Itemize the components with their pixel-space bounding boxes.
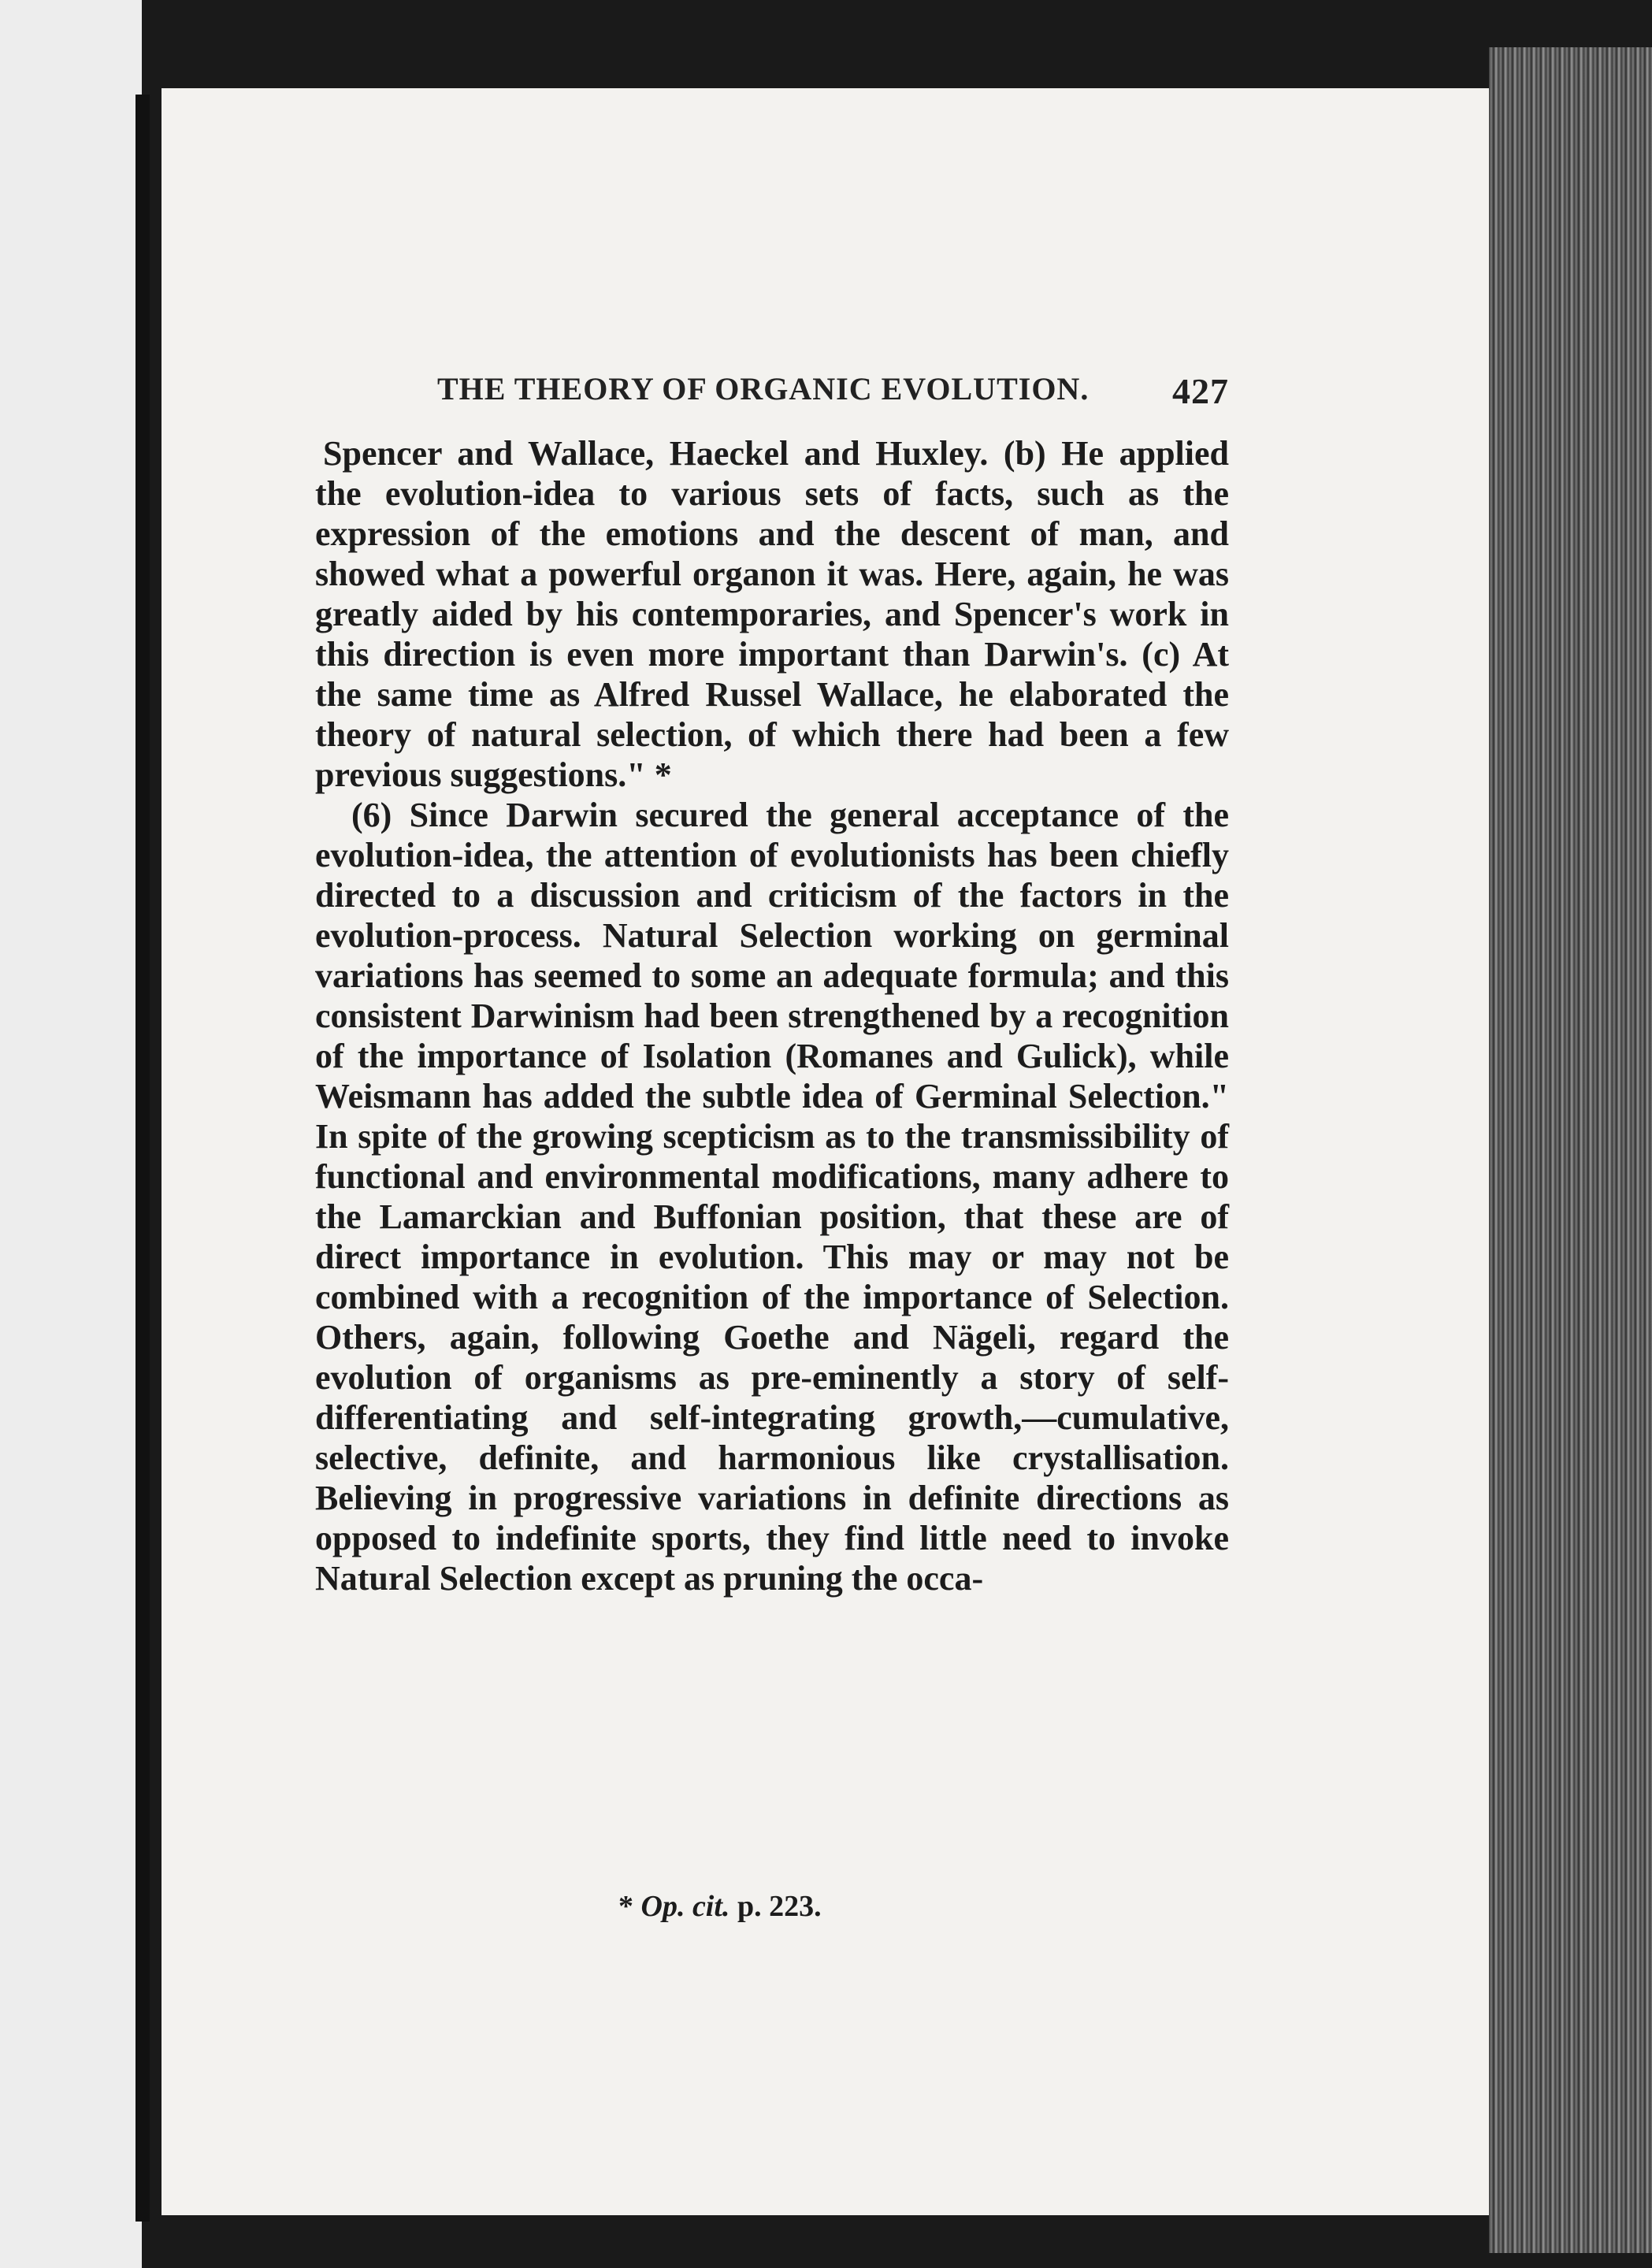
running-header (437, 370, 1229, 418)
paragraph-2: (6) Since Darwin secured the general acceptance of the evolution-idea, the attention of evolutionists has been chiefly directed to a discussion and criticism of the factors in the evolution-process. Natural Selection working on germinal variations has seemed to some an adequate formula; and this consistent Darwinism had been strengthened by a recognition of the importance of Isolation (Romanes and Gulick), while Weismann has added the subtle idea of Germinal Selection." In spite of the growing scepticism as to the transmissibility of functional and environmental modifications, many adhere to the Lamarckian and Buffonian position, that these are of direct importance in evolution. This may or may not be combined with a recognition of the importance of Selection. Others, again, following Goethe and Nägeli, regard the evolution of organisms as pre-eminently a story of self-differentiating and self-integrating growth,—cumulative, selective, definite, and harmonious like crystallisation. Believing in progressive variations in definite directions as opposed to indefinite sports, they find little need to invoke Natural Selection except as pruning the occa- (315, 796, 1229, 1598)
page-number: 427 (1172, 371, 1229, 411)
footnote (618, 1889, 934, 1928)
footnote-page-ref: p. 223. (737, 1890, 822, 1923)
paragraph-1: Spencer and Wallace, Haeckel and Huxley. (b) He applied the evolution-idea to various sets of facts, such as the expression of the emotions and the descent of man, and showed what a powerful organon it was. Here, again, he was greatly aided by his contemporaries, and Spencer's work in this direction is even more important than Darwin's. (c) At the same time as Alfred Russel Wallace, he elaborated the theory of natural selection, of which there had been a few previous suggestions." * (315, 434, 1229, 794)
book-spine-edge (136, 95, 150, 2222)
footnote-marker: * (618, 1890, 633, 1923)
page-stack-edge (1489, 47, 1652, 2253)
footnote-citation: Op. cit. (640, 1890, 730, 1923)
body-text (315, 433, 1229, 1883)
running-head-title: THE THEORY OF ORGANIC EVOLUTION. (437, 371, 1090, 406)
left-page-margin (0, 0, 142, 2268)
